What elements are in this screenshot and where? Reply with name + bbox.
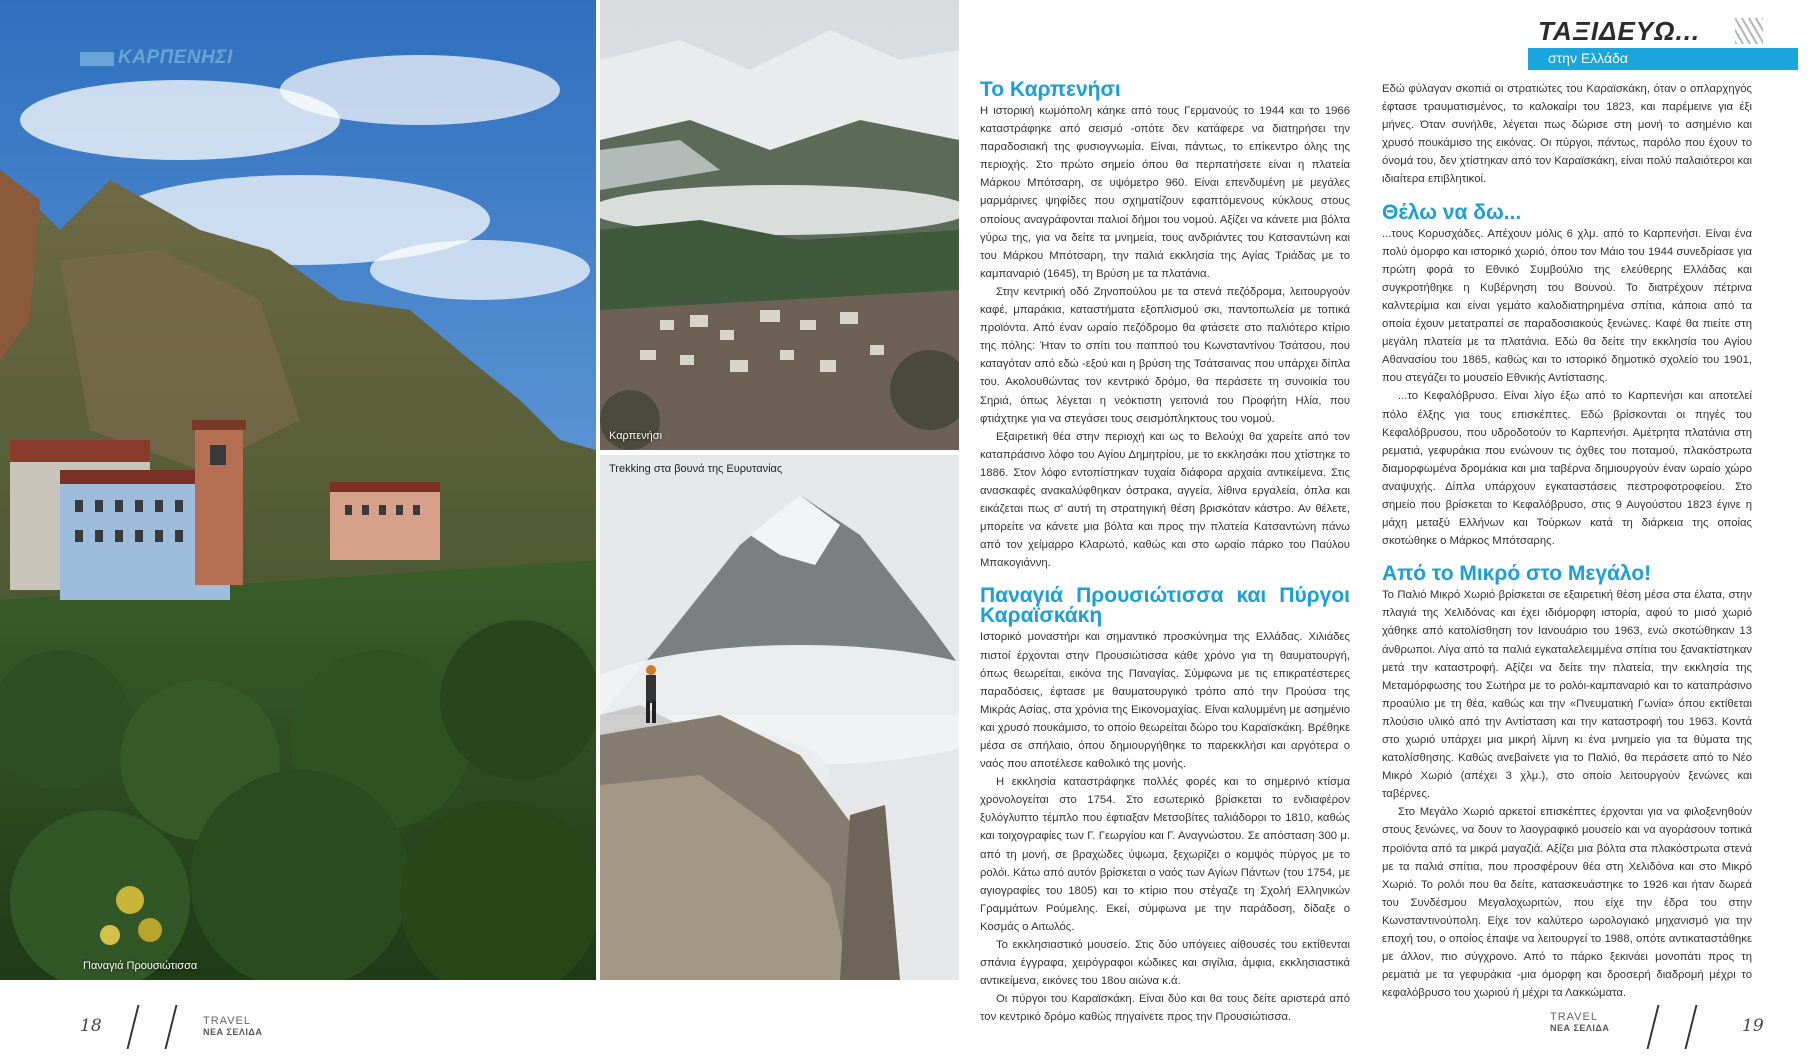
header-subtitle: στην Ελλάδα	[1548, 50, 1628, 66]
monastery-photo	[0, 0, 596, 980]
section-label: ΚΑΡΠΕΝΗΣΙ	[118, 47, 233, 68]
heading-thelo: Θέλω να δω...	[1382, 200, 1522, 224]
brand-right	[1550, 1012, 1609, 1034]
footer-slash	[165, 1005, 178, 1049]
paragraph: Η εκκλησία καταστράφηκε πολλές φορές και το σημερινό κτίσμα χρονολογείται στο 1754. Στο εσωτερικό βρίσκεται το ενδιαφέρον ξυλόγλυπτο τέμπλο που έφτιαξαν Μετσοβίτες ταλιάδοροι το 1810, καθώς και τοιχογραφίες των Γ. Γεωργίου και Γ. Αναγνώστου. Σε απόσταση 300 μ. από τη μονή, σε βραχώδες ύψωμα, ξεχωρίζει ο κομψός πύργος με το ρολόι. Κάτω από αυτόν βρίσκεται ο ναός των Αγίων Πάντων (του 1754, με αγιογραφίες του 1805) και το κτίριο που στέγαζε τη Σχολή Ελληνικών Γραμμάτων Ρούμελης. Εκεί, σύμφωνα με την παράδοση, δίδαξε ο Κοσμάς ο Αιτωλός.	[980, 776, 1350, 933]
paragraph: Η ιστορική κωμόπολη κάηκε από τους Γερμανούς το 1944 και το 1966 καταστράφηκε από σεισμό -οπότε δεν κατάφερε να διατηρήσει την παραδοσιακή της φυσιογνωμία. Είναι, πάντως, το επίκεντρο όλης της περιοχής. Στο πρώτο σημείο όπου θα περπατήσετε είναι η πλατεία Μάρκου Μπότσαρη, σε υψόμετρο 960. Είναι επενδυμένη με μεγάλες μαρμάρινες ψηφίδες που σχηματίζουν εφαπτόμενους κύκλους στους οποίους αναγράφονται παλιοί δήμοι του νομού. Αξίζει να κάνετε μια βόλτα γύρω της, για να δείτε τα μνημεία, τους ανδριάντες του Κατσαντώνη και του Μάρκου Μπότσαρη, την παλιά εκκλησία της Αγίας Τριάδας με το καμπαναριό (1645), τη Βρύση με τα πλατάνια.	[980, 105, 1350, 280]
header-stripes	[1735, 18, 1763, 44]
paragraph: Στην κεντρική οδό Ζηνοπούλου με τα στενά πεζόδρομα, λειτουργούν καφέ, μπαράκια, καταστήματα εξοπλισμού σκι, παντοπωλεία με τοπικά προϊόντα. Από έναν ωραίο πεζόδρομο θα φτάσετε στο παλιότερο κτίριο της πόλης: Ήταν το σπίτι του παππού του Κωνσταντίνου Τσάτσου, που καταγόταν από εδώ -εξού και η βρύση της Τσάτσαινας που υπάρχει δίπλα του. Ακολουθώντας τον κεντρικό δρόμο, θα περάσετε τη συνοικία του Σηριά, όπως λέγεται η νεόκτιστη γειτονιά του Προφήτη Ηλία, που φτιάχτηκε για να στεγάσει τους σεισμόπληκτους του νομού.	[980, 285, 1350, 425]
page-number-left: 18	[80, 1016, 102, 1036]
karpenisi-photo	[600, 0, 959, 450]
trekking-photo	[600, 455, 959, 980]
footer-slash	[127, 1005, 140, 1049]
brand-sub: ΝΕΑ ΣΕΛΙΔΑ	[203, 1027, 263, 1037]
heading-karpenisi: Το Καρπενήσι	[980, 78, 1121, 101]
paragraph: ...το Κεφαλόβρυσο. Είναι λίγο έξω από το Καρπενήσι και αποτελεί πόλο έλξης για τους επισκέπτες. Εδώ βρίσκονται οι πηγές του Κεφαλόβρυσου, που υδροδοτούν το Καρπενήσι. Αμέτρητα πλατάνια στη ρεματιά, γεφυράκια που ενώνουν τις όχθες του ποταμού, πλακόστρωτα διαμορφωμένα δρομάκια και μια ταβέρνα δημιουργούν έναν ωραίο χώρο αναψυχής. Δίπλα υπάρχουν εγκαταστάσεις πεστροφοτροφείου. Στο σημείο που βρίσκεται το Κεφαλόβρυσο, στις 9 Αυγούστου 1823 έγινε η μάχη μεταξύ Ελλήνων και Τούρκων κατά τη διάρκεια της οποίας σκοτώθηκε ο Μάρκος Μπότσαρης.	[1382, 390, 1752, 548]
paragraph: Οι πύργοι του Καραϊσκάκη. Είναι δύο και θα τους δείτε αριστερά από τον κεντρικό δρόμο καθώς πηγαίνετε προς την Προυσιώτισσα.	[980, 993, 1350, 1024]
paragraph: Εδώ φύλαγαν σκοπιά οι στρατιώτες του Καραϊσκάκη, όταν ο οπλαρχηγός έφτασε τραυματισμένος, το καλοκαίρι του 1823, και παρέμεινε για έξι μήνες. Όταν συνήλθε, λέγεται πως δώρισε στη μονή το ασημένιο και χρυσό πουκάμισο της εικόνας. Οι πύργοι, πάντως, παρόλο που έχουν το όνομά του, δεν χτίστηκαν από τον Καραϊσκάκη, είναι πολύ παλαιότεροι και ιδιαίτερα επιβλητικοί.	[1382, 83, 1752, 186]
caption-trekking: Trekking στα βουνά της Ευρυτανίας	[609, 463, 783, 475]
brand-name: TRAVEL	[203, 1015, 251, 1027]
brand-left	[203, 1016, 262, 1038]
header-title: ΤΑΞΙΔΕΥΩ...	[1538, 16, 1701, 46]
footer-slash	[1647, 1005, 1660, 1049]
paragraph: Στο Μεγάλο Χωριό αρκετοί επισκέπτες έρχονται για να φιλοξενηθούν στους ξενώνες, να δουν το λαογραφικό μουσείο και να αγοράσουν τοπικά προϊόντα από τα μικρά μαγαζιά. Αξίζει μια βόλτα στα πλακόστρωτα στενά με τα παλιά σπίτια, που προσφέρουν θέα στη Χελιδόνα και στο Μικρό Χωριό. Το ρολόι που θα δείτε, κατασκευάστηκε το 1926 και ήταν δωρεά του Συνδέσμου Μεγαλοχωριτών, που είχε την έδρα του στην Κωνσταντινούπολη. Είχε τον καλύτερο ωρολογιακό μηχανισμό για την εποχή του, ο οποίος έπαψε να λειτουργεί το 1988, οπότε αντικαταστάθηκε με άλλον, πιο σύγχρονο. Από το πάρκο ξεκινάει μονοπάτι προς τη ρεματιά με τα γεφυράκια -μια όμορφη και δροσερή διαδρομή μέχρι το κεφαλόβρυσο του χωριού ή μέχρι τα Λακκώματα.	[1382, 806, 1752, 1000]
paragraph: Το εκκλησιαστικό μουσείο. Στις δύο υπόγειες αίθουσές του εκτίθενται σπάνια έγγραφα, χειρόγραφοι κώδικες και σιγίλια, άμφια, εκκλησιαστικά αντικείμενα, εικόνες του 18ου αιώνα κ.ά.	[980, 939, 1350, 988]
caption-karpenisi: Καρπενήσι	[609, 430, 663, 442]
article-column-2	[1382, 80, 1752, 1002]
paragraph: Το Παλιό Μικρό Χωριό βρίσκεται σε εξαιρετική θέση μέσα στα έλατα, στην πλαγιά της Χελιδόνας και έχει ιδιόμορφη ιστορία, αφού το μισό χωριό χάθηκε από κατολίσθηση τον Ιανουάριο του 1963, ενώ σκοτώθηκαν 13 άνθρωποι. Λίγα από τα παλιά εγκαταλελειμμένα σπίτια του ξανακτίστηκαν μετά την καταστροφή. Αξίζει να δείτε την πλατεία, την εκκλησία της Μεταμόρφωσης του Σωτήρα με το ρολόι-καμπαναριό και το καταπράσινο προαύλιο με τη θέα, καθώς και την «Πνευματική Γωνία» όπου εκτίθεται πλούσιο υλικό από την Αντίσταση και την καταστροφή του 1963. Κοντά στο χωριό υπάρχει μια μικρή λίμνη κι ένα μνημείο για τα θύματα της κατολίσθησης. Καθώς ανεβαίνετε για το Παλιό, θα περάσετε από το Νέο Μικρό Χωριό (απέχει 3 χλμ.), στο οποίο λειτουργούν ξενώνες και ταβέρνες.	[1382, 589, 1752, 801]
footer-slash	[1685, 1005, 1698, 1049]
article-column-1	[980, 80, 1350, 1027]
heading-panagia: Παναγιά Προυσιώτισσα και Πύργοι Καραϊσκάκη	[980, 584, 1350, 628]
paragraph: Ιστορικό μοναστήρι και σημαντικό προσκύνημα της Ελλάδας. Χιλιάδες πιστοί έρχονται στην Προυσιώτισσα κάθε χρόνο για τη θαυματουργή, όπως θεωρείται, εικόνα της Παναγίας. Σύμφωνα με τις επικρατέστερες παραδόσεις, έφτασε με θαυματουργικό τρόπο από την Προύσα της Μικράς Ασίας, στα χρόνια της Εικονομαχίας. Είναι καλυμμένη με ασημένιο και χρυσό πουκάμισο, το οποίο θεωρείται δώρο του Καραϊσκάκη. Βρέθηκε μέσα σε σπήλαιο, όπου δημιουργήθηκε το παρεκκλήσι και αργότερα ο ναός που αποτέλεσε καθολικό της μονής.	[980, 631, 1350, 771]
decorative-slash	[0, 0, 60, 300]
heading-mikro: Από το Μικρό στο Μεγάλο!	[1382, 562, 1652, 586]
brand-name: TRAVEL	[1550, 1011, 1598, 1023]
paragraph: Εξαιρετική θέα στην περιοχή και ως το Βελούχι θα χαρείτε από τον καταπράσινο λόφο του Αγίου Δημητρίου, με το εκκλησάκι που χτίστηκε το 1886. Στον λόφο εντοπίστηκαν τυχαία διάφορα αρχαία αντικείμενα. Στις ανασκαφές ανακαλύφθηκαν όστρακα, αγγεία, λίθινα εργαλεία, όπλα και εικάζεται πως σ' αυτή τη στρατηγική θέση βρισκόταν κάστρο. Αν θέλετε, μπορείτε να κάνετε μια βόλτα και προς την πλατεία Κατσαντώνη πάνω από τον χείμαρρο Κλαρωτό, καθώς και στο ωραίο πάρκο του Παύλου Μπακογιάννη.	[980, 430, 1350, 570]
caption-monastery: Παναγιά Προυσιώτισσα	[83, 960, 198, 972]
section-marker-bar	[80, 52, 114, 66]
paragraph: ...τους Κορυσχάδες. Απέχουν μόλις 6 χλμ. από το Καρπενήσι. Είναι ένα πολύ όμορφο και ιστορικό χωριό, όπου τον Μάιο του 1944 συνεδρίασε για πρώτη φορά το Εθνικό Συμβούλιο της ελεύθερης Ελλάδας και συγκροτήθηκε η Κυβέρνηση του Βουνού. Το διατρέχουν πέτρινα καλντερίμια και είναι γεμάτο καλοδιατηρημένα σπίτια, κάποια από τα οποία έχουν μετατραπεί σε παραδοσιακούς ξενώνες. Καφέ θα πιείτε στη μεγάλη πλατεία με τα πλατάνια. Εδώ θα δείτε την εκκλησία του Αγίου Αθανασίου του 1865, καθώς και το ιστορικό δημοτικό σχολείο του 1901, που στεγάζει το μουσείο Εθνικής Αντίστασης.	[1382, 227, 1752, 385]
brand-sub: ΝΕΑ ΣΕΛΙΔΑ	[1550, 1023, 1610, 1033]
page-number-right: 19	[1742, 1016, 1764, 1036]
